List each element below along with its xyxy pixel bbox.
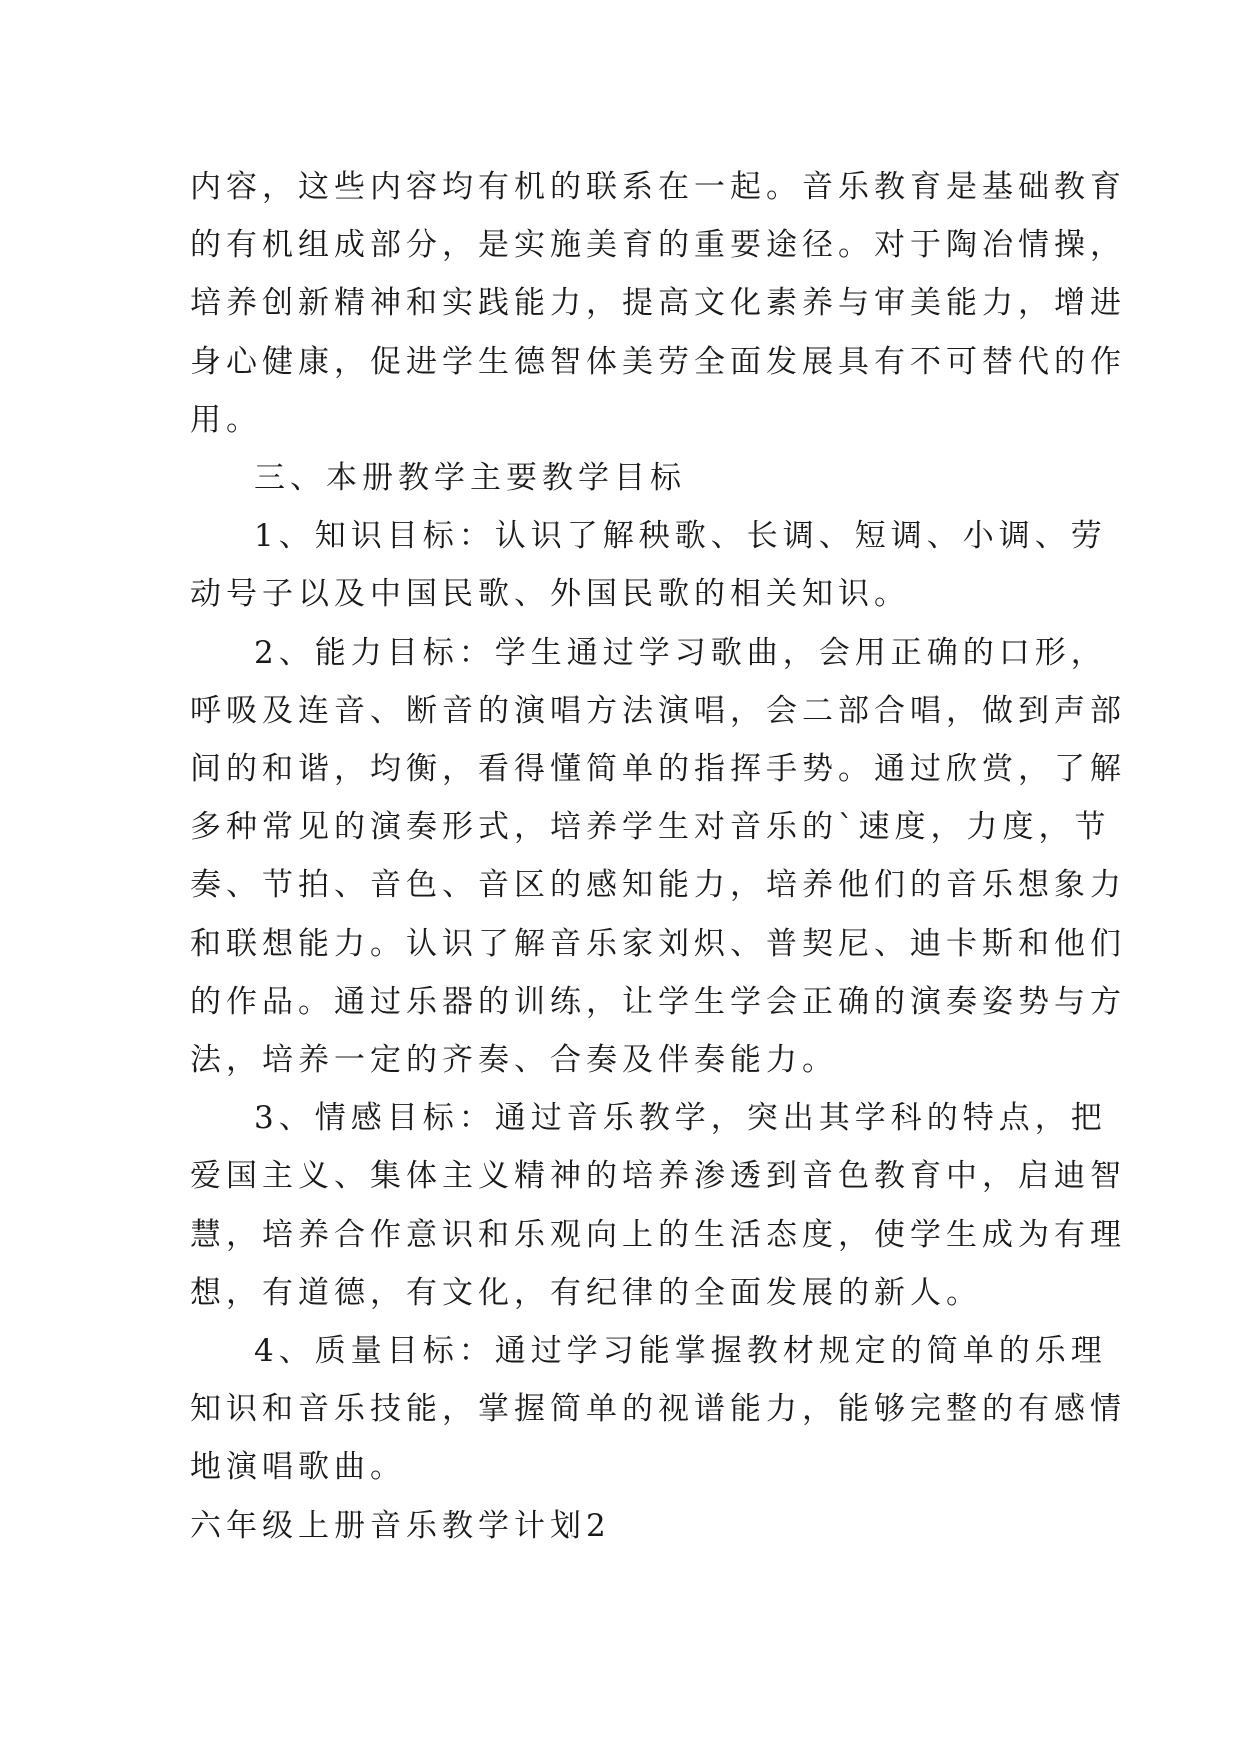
text-line: 用。 <box>190 401 262 438</box>
emotion-goal-line: 3、情感目标：通过音乐教学，突出其学科的特点，把 <box>254 1100 1107 1137</box>
text-line: 身心健康，促进学生德智体美劳全面发展具有不可替代的作 <box>190 343 1126 380</box>
text-line: 的有机组成部分，是实施美育的重要途径。对于陶冶情操， <box>190 227 1126 264</box>
text-line: 和联想能力。认识了解音乐家刘炽、普契尼、迪卡斯和他们 <box>190 925 1126 962</box>
text-line: 想，有道德，有文化，有纪律的全面发展的新人。 <box>190 1274 982 1311</box>
text-line: 奏、节拍、音色、音区的感知能力，培养他们的音乐想象力 <box>190 867 1126 904</box>
text-line: 知识和音乐技能，掌握简单的视谱能力，能够完整的有感情 <box>190 1391 1126 1428</box>
quality-goal-line: 4、质量目标：通过学习能掌握教材规定的简单的乐理 <box>254 1333 1107 1370</box>
ability-goal-line: 2、能力目标：学生通过学习歌曲，会用正确的口形， <box>254 634 1107 671</box>
text-line: 间的和谐，均衡，看得懂简单的指挥手势。通过欣赏，了解 <box>190 751 1126 788</box>
text-line: 爱国主义、集体主义精神的培养渗透到音色教育中，启迪智 <box>190 1158 1126 1195</box>
next-document-title: 六年级上册音乐教学计划2 <box>190 1507 611 1544</box>
text-line: 培养创新精神和实践能力，提高文化素养与审美能力，增进 <box>190 285 1126 322</box>
text-line: 内容，这些内容均有机的联系在一起。音乐教育是基础教育 <box>190 169 1126 205</box>
section-heading: 三、本册教学主要教学目标 <box>254 460 686 497</box>
text-line: 的作品。通过乐器的训练，让学生学会正确的演奏姿势与方 <box>190 983 1126 1020</box>
document-body <box>190 158 1126 1555</box>
text-line: 呼吸及连音、断音的演唱方法演唱，会二部合唱，做到声部 <box>190 692 1126 729</box>
text-line: 地演唱歌曲。 <box>190 1449 406 1486</box>
text-line: 多种常见的演奏形式，培养学生对音乐的`速度，力度，节 <box>190 809 1111 846</box>
knowledge-goal-line: 1、知识目标：认识了解秧歌、长调、短调、小调、劳 <box>254 518 1107 555</box>
text-line: 慧，培养合作意识和乐观向上的生活态度，使学生成为有理 <box>190 1216 1126 1253</box>
text-line: 动号子以及中国民歌、外国民歌的相关知识。 <box>190 576 910 613</box>
text-line: 法，培养一定的齐奏、合奏及伴奏能力。 <box>190 1042 838 1079</box>
